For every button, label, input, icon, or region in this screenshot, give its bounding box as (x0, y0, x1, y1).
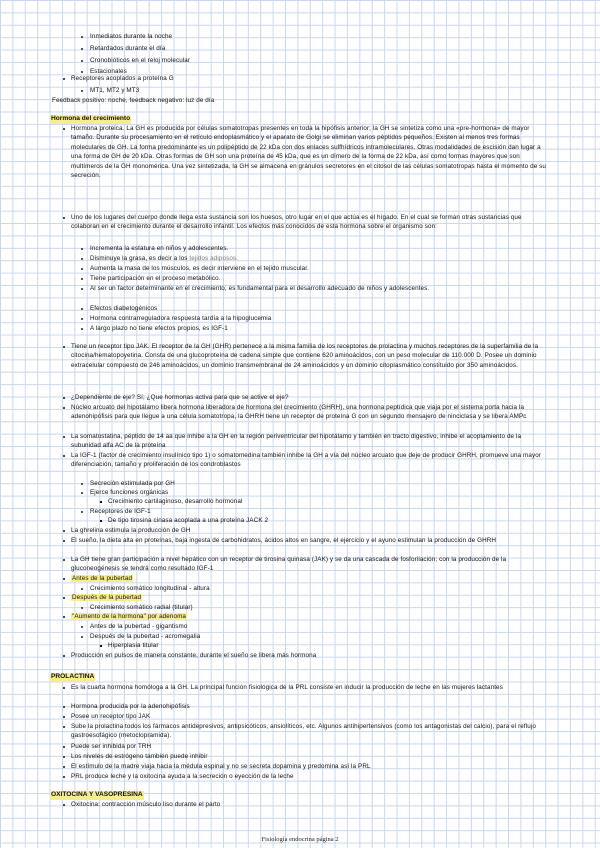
list-item: Antes de la pubertad - gigantismo (90, 623, 188, 630)
list-item: Efectos diabetogénicos (90, 305, 158, 312)
bullet-icon (63, 530, 65, 532)
circle-bullet-icon (81, 248, 83, 250)
list-item: Retardados durante el día (90, 45, 166, 52)
bullet-icon (63, 756, 65, 758)
list-item: Oxitocina: contracción músculo liso durante el parto (71, 801, 221, 808)
circle-bullet-icon (81, 492, 83, 494)
paragraph: Tiene un receptor tipo JAK. El receptor de la GH (GHR) pertenece a la misma familia de los receptores de prolactina y muchos receptores de la superfamilia de la citocina/hematopoyetina. Consta de una glucoproteína de cadena simple que contiene 620 aminoácidos, con un peso molecular de 110.000 D. Posee un dominio extracelular compuesto de 246 aminoácidos, un dominio transmembranal de 24 aminoácidos y un dominio citoplasmático constituido por 350 aminoácidos. (71, 343, 539, 369)
circle-bullet-icon (81, 60, 83, 62)
bullet-icon (63, 407, 65, 409)
circle-bullet-icon (81, 626, 83, 628)
list-item: Disminuye la grasa, es decir a los tejidos adiposos. (90, 255, 239, 262)
paragraph: Producción en pulsos de manera constante, durante el sueño se libera más hormona (71, 652, 317, 659)
bullet-icon (63, 804, 65, 806)
section-heading-gh: Hormona del crecimiento (51, 115, 131, 122)
bullet-icon (63, 397, 65, 399)
bullet-icon (63, 706, 65, 708)
paragraph: Núcleo arcuato del hipotálamo libera hormona liberadora de hormona del crecimiento (GHRH), una hormona peptídica que viaja por el sistema porta hacia la adenohipófisis para que llegue a una célula somatotropa, la GHRH tiene un receptor de proteína G con un segundo mensajero de ninciclasa y se libera AMPc (71, 404, 527, 421)
square-bullet-icon (100, 520, 102, 522)
paragraph: Uno de los lugares del cuerpo donde llega esta sustancia son los huesos, otro lugar en el que actúa es el hígado. En el cual se forman otras sustancias que colaboran en el crecimiento durante el desarrollo infantil. Los efectos más conocidos de esta hormona sobre el organismo son: (71, 214, 522, 231)
circle-bullet-icon (81, 607, 83, 609)
highlighted-item: Después de la pubertad (72, 594, 142, 601)
bullet-icon (63, 687, 65, 689)
list-item: Aumenta la masa de los músculos, es decir interviene en el tejido muscular. (90, 265, 309, 272)
paragraph: La GH tiene gran participación a nivel hepático con un receptor de tirosina quinasa (JAK) y se da una cascada de fosforilación; con la producción de la gluconeogénesis se tendrá como resultado IGF-1 (71, 556, 507, 573)
circle-bullet-icon (81, 278, 83, 280)
bullet-icon (63, 455, 65, 457)
list-item: Sube la prolactina todos los fármacos antidepresivos, antipsicóticos, ansiolíticos, etc. Algunos antihipertensivos (como los antagonistas del calcio), para el reflujo gastroesofágico (metoclopramida). (71, 723, 536, 740)
list-item: Receptores acoplados a proteína G (71, 75, 174, 82)
circle-bullet-icon (81, 511, 83, 513)
circle-bullet-icon (81, 288, 83, 290)
list-item: Hiperplasia titular (108, 642, 159, 649)
list-item: Crecimiento cartilaginoso, desarrollo hormonal (108, 498, 243, 505)
section-heading-oxitocina: OXITOCINA Y VASOPRESINA (51, 791, 143, 798)
list-item: PRL produce leche y la oxitocina ayuda a la secreción o eyección de la leche (71, 773, 294, 780)
circle-bullet-icon (81, 48, 83, 50)
paragraph: ¿Dependiente de eje? Sí; ¿Que hormonas activa para que se active el eje? (71, 394, 289, 401)
paragraph: El sueño, la dieta alta en proteínas, baja ingesta de carbohidratos, ácidos altos en sangre, el ejercicio y el ayuno estimulan la producción de GHRH (71, 537, 497, 544)
bullet-icon (63, 726, 65, 728)
bullet-icon (63, 776, 65, 778)
list-item: Secreción estimulada por GH (90, 480, 175, 487)
bullet-icon (63, 655, 65, 657)
bullet-icon (63, 78, 65, 80)
bullet-icon (63, 128, 65, 130)
bullet-icon (63, 766, 65, 768)
list-item: Posee un receptor tipo JAK (71, 713, 151, 720)
bullet-icon (63, 616, 65, 618)
page-footer: Fisiología endocrina página 2 (261, 836, 339, 843)
list-item: De tipo tirosina cinasa acoplada a una proteína JACK 2 (108, 517, 269, 524)
list-item: Tiene participación en el proceso metabólico. (90, 275, 221, 282)
list-item: MT1, MT2 y MT3 (90, 87, 140, 94)
circle-bullet-icon (81, 318, 83, 320)
list-item: El estímulo de la madre viaja hacia la médula espinal y no se secreta dopamina y predomina así la PRL (71, 763, 371, 770)
paragraph: La somatostatina, péptido de 14 aa que inhibe a la GH en la región periventricular del hipotálamo y también en tracto digestivo, inhibe el acoplamiento de la subunidad alfa AC de la proteína (71, 433, 522, 450)
bullet-icon (63, 716, 65, 718)
list-item: Incrementa la estatura en niños y adolescentes. (90, 245, 229, 252)
paragraph: Hormona proteica. La GH es producida por células somatotropas presentes en toda la hipófisis anterior; la GH se sintetiza como una «pre-hormona» de mayor tamaño. Durante su procesamiento en el retículo endoplasmático y el aparato de Golgi se eliminan varios péptidos pequeños. Existen al menos tres formas moleculares de GH. La forma predominante es un polipéptido de 22 kDa con dos enlaces sulfhídricos intramoleculares. Otras modalidades de escisión dan lugar a una forma de GH de 20 kDa. Otras formas de GH son una proteína de 45 kDa, que es un dímero de la forma de 22 kDa, así como formas mayores que son multímeros de la GH monomérica. Una vez sintetizada, la GH se almacena en gránulos secretores en el citosol de las células somatotropas hasta el momento de su secreción. (71, 125, 546, 180)
circle-bullet-icon (81, 588, 83, 590)
list-item: Puede ser inhibida por TRH (71, 743, 152, 750)
circle-bullet-icon (81, 308, 83, 310)
list-item: Crecimiento somático longitudinal - altura (90, 585, 210, 592)
circle-bullet-icon (81, 268, 83, 270)
circle-bullet-icon (81, 71, 83, 73)
square-bullet-icon (100, 645, 102, 647)
list-item: Los niveles de estrógeno también puede inhibir (71, 753, 208, 760)
bullet-icon (63, 436, 65, 438)
section-heading-prl: PROLACTINA (51, 673, 95, 680)
list-item: Inmediatos durante la noche (90, 33, 173, 40)
list-item: A largo plazo no tiene efectos propios, es IGF-1 (90, 325, 228, 332)
list-item: Hormona contrarreguladora respuesta tardía a la hipoglucemia (90, 315, 272, 322)
paragraph: La IGF-1 (factor de crecimiento insulínico tipo 1) o somatomedina también inhibe la GH a vía del núcleo arcuato que deje de producir GHRH, promueve una mayor diferenciación, tamaño y proliferación de los condroblastos (71, 452, 542, 469)
circle-bullet-icon (81, 258, 83, 260)
list-item: Ejerce funciones orgánicas (90, 489, 169, 496)
circle-bullet-icon (81, 636, 83, 638)
bullet-icon (63, 597, 65, 599)
highlighted-item: Antes de la pubertad (72, 575, 133, 582)
list-item: Es la cuarta hormona homóloga a la GH. La principal función fisiológica de la PRL consiste en inducir la producción de leche en las mujeres lactantes (71, 684, 503, 691)
bullet-icon (63, 346, 65, 348)
list-item: Hormona producida por la adenohipófisis (71, 703, 190, 710)
list-item: Cronobióticos en el reloj molecular (90, 57, 191, 64)
square-bullet-icon (100, 501, 102, 503)
bullet-icon (63, 559, 65, 561)
list-item: Estacionales (90, 68, 127, 75)
list-item: Después de la pubertad - acromegalia (90, 633, 201, 640)
bullet-icon (63, 217, 65, 219)
feedback-text: Feedback positivo: noche, feedback negativo: luz de día (52, 97, 215, 104)
circle-bullet-icon (81, 328, 83, 330)
bullet-icon (63, 578, 65, 580)
bullet-icon (63, 540, 65, 542)
highlighted-item: "Aumento de la hormona" por adenoma (72, 613, 187, 620)
circle-bullet-icon (81, 90, 83, 92)
circle-bullet-icon (81, 483, 83, 485)
circle-bullet-icon (81, 36, 83, 38)
list-item: Crecimiento somático radial (titular) (90, 604, 193, 611)
list-item: Al ser un factor determinante en el crecimiento, es fundamental para el desarrollo adecuado de niños y adolescentes. (90, 285, 430, 292)
bullet-icon (63, 746, 65, 748)
list-item: Receptores de IGF-1 (90, 508, 151, 515)
paragraph: La ghrelina estimula la producción de GH (71, 527, 191, 534)
